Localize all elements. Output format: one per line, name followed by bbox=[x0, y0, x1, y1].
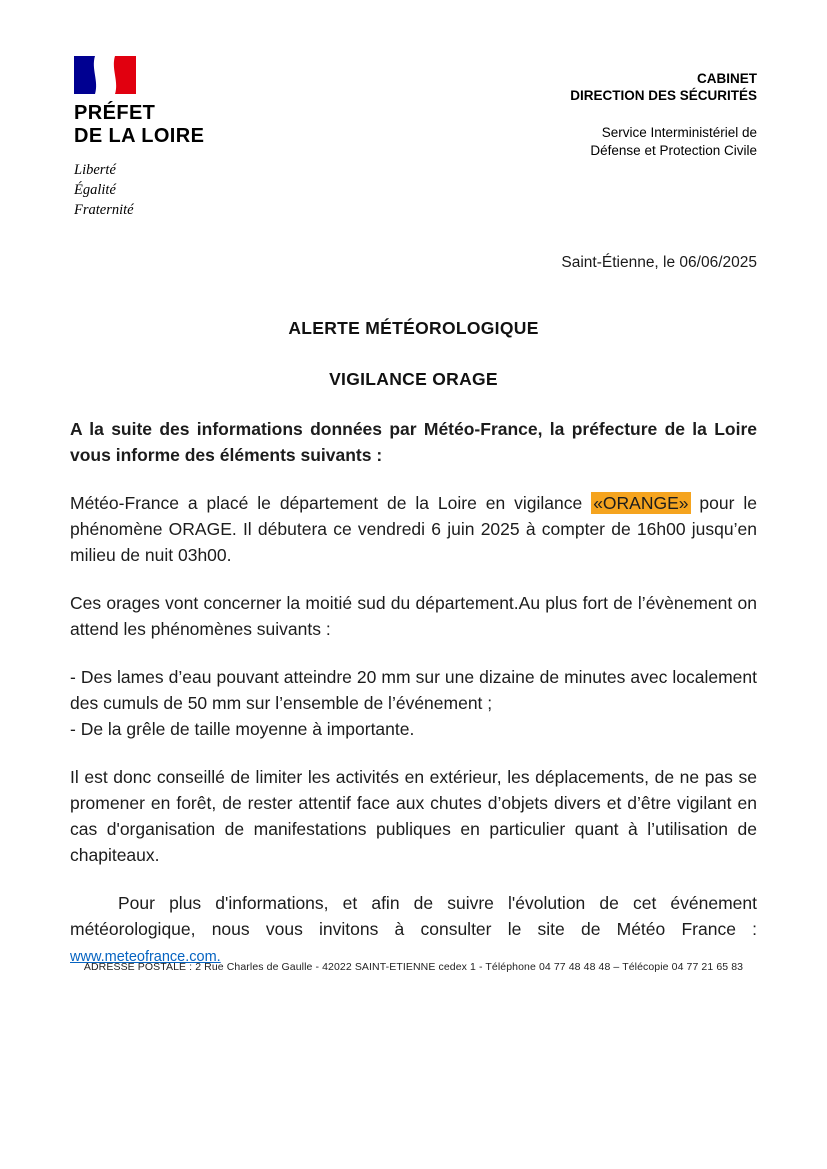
office-service-line2: Défense et Protection Civile bbox=[590, 143, 757, 158]
prefecture-name bbox=[74, 102, 204, 148]
vigilance-text-before: Météo-France a placé le département de la Loire en vigilance bbox=[70, 493, 592, 513]
more-info-text: Pour plus d'informations, et afin de suivre l'évolution de cet événement météorologique, nous vous invitons à consulter le site de Météo France : bbox=[70, 893, 757, 939]
office-service bbox=[570, 124, 757, 160]
prefecture-name-line2: DE LA LOIRE bbox=[74, 125, 205, 147]
french-flag-icon bbox=[74, 56, 136, 94]
phenomena-item-rain: - Des lames d’eau pouvant atteindre 20 mm sur une dizaine de minutes avec localement des cumuls de 50 mm sur l’ensemble de l’événement ; bbox=[70, 667, 757, 713]
document-subtitle: VIGILANCE ORAGE bbox=[329, 369, 498, 389]
prefecture-name-line1: PRÉFET bbox=[74, 102, 156, 124]
issuing-office-block bbox=[570, 56, 757, 160]
motto-egalite: Égalité bbox=[74, 182, 116, 198]
meteofrance-link[interactable]: www.meteofrance.com. bbox=[70, 949, 221, 965]
republic-motto bbox=[74, 160, 204, 220]
office-service-line1: Service Interministériel de bbox=[601, 125, 757, 140]
vigilance-text-after: pour le phénomène ORAGE. Il débutera ce vendredi 6 juin 2025 à compter de 16h00 jusqu’en milieu de nuit 03h00. bbox=[70, 493, 757, 565]
office-cabinet: CABINET bbox=[697, 71, 757, 86]
motto-liberte: Liberté bbox=[74, 162, 116, 178]
postal-address-footer: ADRESSE POSTALE : 2 Rue Charles de Gaulle - 42022 SAINT-ETIENNE cedex 1 - Téléphone 04 77 48 48 48 – Télécopie 04 77 21 65 83 bbox=[83, 961, 744, 973]
advice-paragraph: Il est donc conseillé de limiter les activités en extérieur, les déplacements, de ne pas se promener en forêt, de rester attentif face aux chutes d’objets divers et d’être vigilant en cas d'organisation de manifestations publiques en particulier quant à l’utilisation de chapiteaux. bbox=[70, 767, 757, 865]
vigilance-paragraph bbox=[70, 490, 757, 568]
motto-fraternite: Fraternité bbox=[74, 202, 134, 218]
more-info-paragraph bbox=[70, 890, 757, 970]
document-title: ALERTE MÉTÉOROLOGIQUE bbox=[288, 318, 539, 338]
document-body bbox=[0, 416, 827, 970]
storm-scope-paragraph: Ces orages vont concerner la moitié sud du département.Au plus fort de l’évènement on attend les phénomènes suivants : bbox=[70, 593, 757, 639]
prefecture-logo bbox=[74, 56, 204, 220]
phenomena-item-hail: - De la grêle de taille moyenne à importante. bbox=[70, 719, 415, 739]
intro-paragraph: A la suite des informations données par Météo-France, la préfecture de la Loire vous informe des éléments suivants : bbox=[70, 419, 757, 465]
dateline: Saint-Étienne, le 06/06/2025 bbox=[561, 254, 757, 271]
orange-highlight: «ORANGE» bbox=[593, 493, 689, 513]
office-direction: DIRECTION DES SÉCURITÉS bbox=[570, 88, 757, 103]
letterhead bbox=[0, 0, 827, 220]
